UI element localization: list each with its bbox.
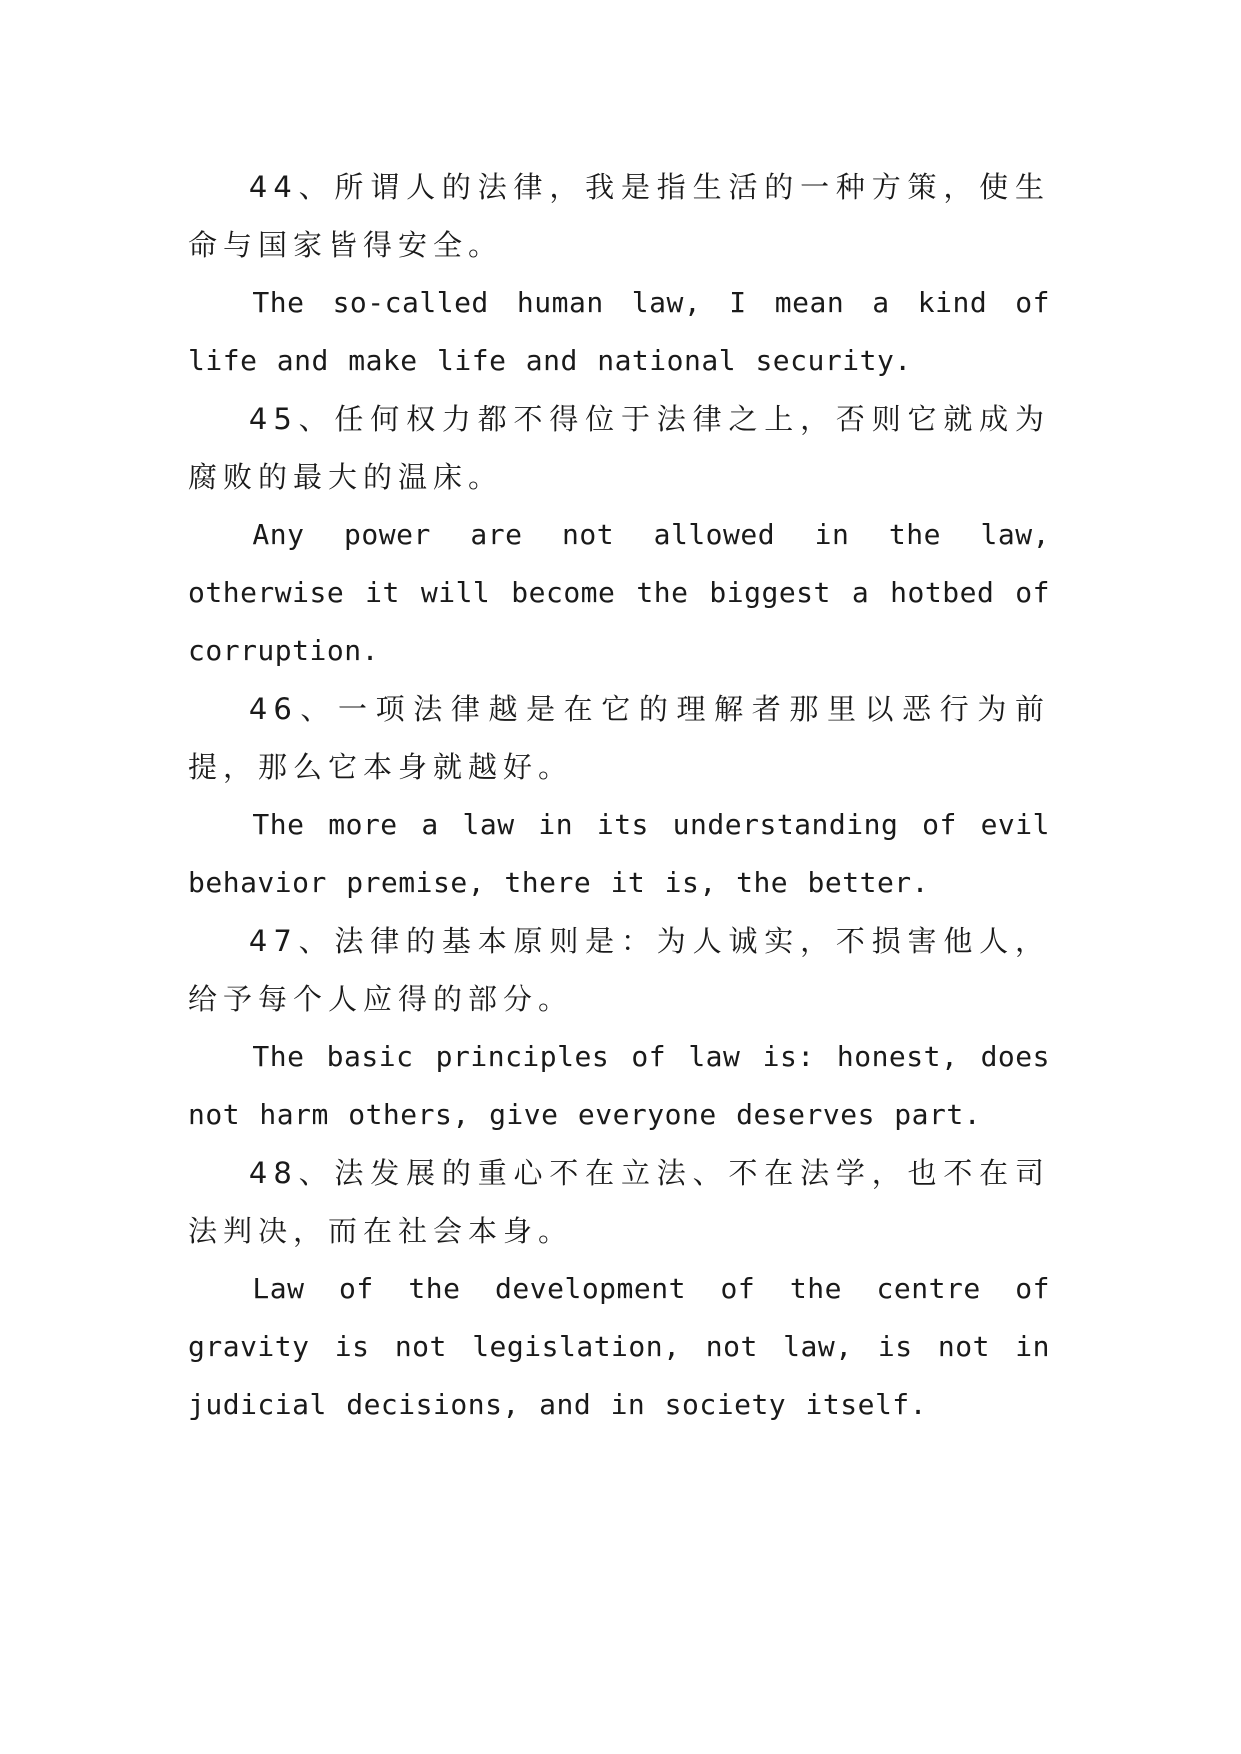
quote-44-english: The so-called human law, I mean a kind of life and make life and national security. [188,286,1050,377]
quote-48-english: Law of the development of the centre of gravity is not legislation, not law, is not in judicial decisions, and in society itself. [188,1272,1050,1421]
quote-46-chinese: 46、一项法律越是在它的理解者那里以恶行为前提，那么它本身就越好。 [188,692,1050,784]
quote-46-english: The more a law in its understanding of evil behavior premise, there it is, the better. [188,808,1050,899]
quote-48-chinese: 48、法发展的重心不在立法、不在法学，也不在司法判决，而在社会本身。 [188,1156,1050,1248]
quote-47-english: The basic principles of law is: honest, does not harm others, give everyone deserves part. [188,1040,1050,1131]
document-body [188,158,1050,1434]
quote-45-english: Any power are not allowed in the law, otherwise it will become the biggest a hotbed of corruption. [188,518,1050,667]
quote-45-chinese: 45、任何权力都不得位于法律之上，否则它就成为腐败的最大的温床。 [188,402,1050,494]
quote-47-chinese: 47、法律的基本原则是：为人诚实，不损害他人，给予每个人应得的部分。 [188,924,1050,1016]
quote-44-chinese: 44、所谓人的法律，我是指生活的一种方策，使生命与国家皆得安全。 [188,170,1050,262]
